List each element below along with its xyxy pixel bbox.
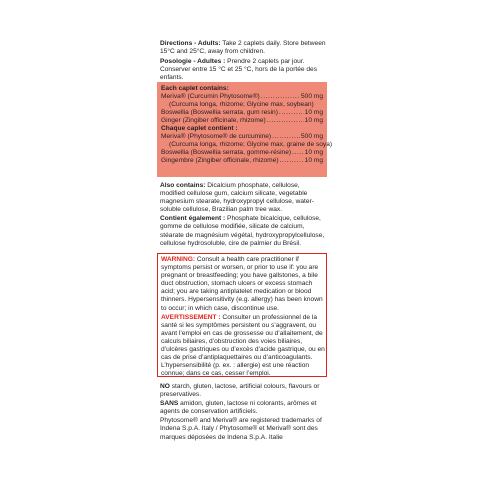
ingredient-amount: 10 mg <box>304 109 323 117</box>
warning-en <box>161 256 325 313</box>
ingredient-name: Meriva® (Curcumin Phytosome®) <box>161 93 260 101</box>
ingredient-name: Boswellia (Boswellia serrata, gomme-résine) <box>161 149 292 157</box>
directions-en-text: Take 2 caplets daily. Store between 15°C and 25°C, away from children. <box>160 40 326 56</box>
directions-en-label: Directions - Adults: <box>160 40 221 47</box>
ingredient-row <box>161 157 323 165</box>
ingredient-row <box>161 93 323 101</box>
ingredient-amount: 10 mg <box>304 117 323 125</box>
ingredient-name: Meriva® (Phytosome® de curcumine) <box>161 133 272 141</box>
trademark-notice: Phytosome® and Meriva® are registered trademarks of Indena S.p.A. Italy / Phytosome® et Meriva® sont des marques déposées de Indena S.p.A. Italie <box>160 417 322 441</box>
free-from-en <box>160 383 326 399</box>
directions-fr-text: Prendre 2 caplets par jour. Conserver entre 15 °C et 25 °C, hors de la portée des enfants. <box>160 58 318 82</box>
directions-en <box>160 40 326 56</box>
also-en <box>160 182 326 214</box>
directions-section <box>160 40 326 84</box>
also-en-label: Also contains: <box>160 182 206 189</box>
free-from-fr-text: amidon, gluten, lactose ni colorants, arômes et agents de conservation artificiels. <box>160 400 317 416</box>
ingredient-row <box>161 149 323 157</box>
ingredient-amount: 500 mg <box>301 133 323 141</box>
ingredient-name: Gingembre (Zingiber officinale, rhizome) <box>161 157 279 165</box>
warning-fr <box>161 314 325 379</box>
ingredient-row <box>161 133 323 141</box>
ingredient-source: (Curcuma longa, rhizome; Glycine max, soybean) <box>169 101 314 109</box>
also-en-text: Dicalcium phosphate, cellulose, modified cellulose gum, calcium silicate, vegetable magnesium stearate, hydroxypropyl cellulose, water-soluble cellulose, Brazilian palm tree wax. <box>160 182 314 214</box>
warning-fr-label: AVERTISSEMENT : <box>161 313 221 321</box>
warning-fr-text: Consulter un professionnel de la santé si les symptômes persistent ou s’aggravent, ou avant l’emploi en cas de grossesse ou d’allaitement, de calculs biliaires, d’obstruction des voies biliaires, d’ulcères gastriques ou d’excès d’acide gastrique, ou en cas de prise d’antiplaquettaires ou d’anticoagulants. L’hypersensibilité (p. ex. : allergie) est une réaction connue; dans ce cas, cesser l’emploi. <box>161 313 325 378</box>
warning-box <box>157 253 327 377</box>
non-medicinal-ingredients <box>160 182 326 249</box>
warning-en-label: WARNING: <box>161 256 196 263</box>
ingredient-name: Ginger (Zingiber officinale, rhizome) <box>161 117 266 125</box>
ingredient-row <box>161 109 323 117</box>
ingredient-amount: 500 mg <box>301 93 323 101</box>
ingredient-source: (Curcuma longa, rhizome; Glycine max, graine de soya) <box>169 141 333 149</box>
directions-fr <box>160 58 326 82</box>
also-fr-label: Contient également : <box>160 215 226 223</box>
free-from-fr-label: SANS <box>160 400 179 408</box>
ingredient-name: Boswellia (Boswellia serrata, gum resin) <box>161 109 278 117</box>
bottom-notes <box>160 383 326 443</box>
ingredients-fr-heading: Chaque caplet contient : <box>161 125 238 133</box>
ingredients-en-heading: Each caplet contains: <box>161 85 229 92</box>
free-from-en-text: starch, gluten, lactose, artificial colours, flavours or preservatives. <box>160 383 320 399</box>
directions-fr-label: Posologie - Adultes : <box>160 58 226 66</box>
also-fr <box>160 215 326 247</box>
ingredient-row <box>161 117 323 125</box>
ingredient-amount: 10 mg <box>304 157 323 165</box>
ingredients-panel <box>157 82 333 177</box>
free-from-en-label: NO <box>160 383 170 390</box>
also-fr-text: Phosphate bicalcique, cellulose, gomme de cellulose modifiée, silicate de calcium, stéarate de magnésium végétal, hydroxypropylcellulose, cellulose hydrosoluble, cire de palmier du Brésil. <box>160 215 325 247</box>
ingredient-amount: 10 mg <box>304 149 323 157</box>
warning-en-text: Consult a health care practitioner if symptoms persist or worsen, or prior to use if: you are pregnant or breastfeeding; you have gallstones, a bile duct obstruction, stomach ulcers or excess stomach acid; you are taking antiplatelet medication or blood thinners. Hypersensitivity (e.g. allergy) has been known to occur; in which case, discontinue use. <box>161 256 323 312</box>
free-from-fr <box>160 400 326 416</box>
